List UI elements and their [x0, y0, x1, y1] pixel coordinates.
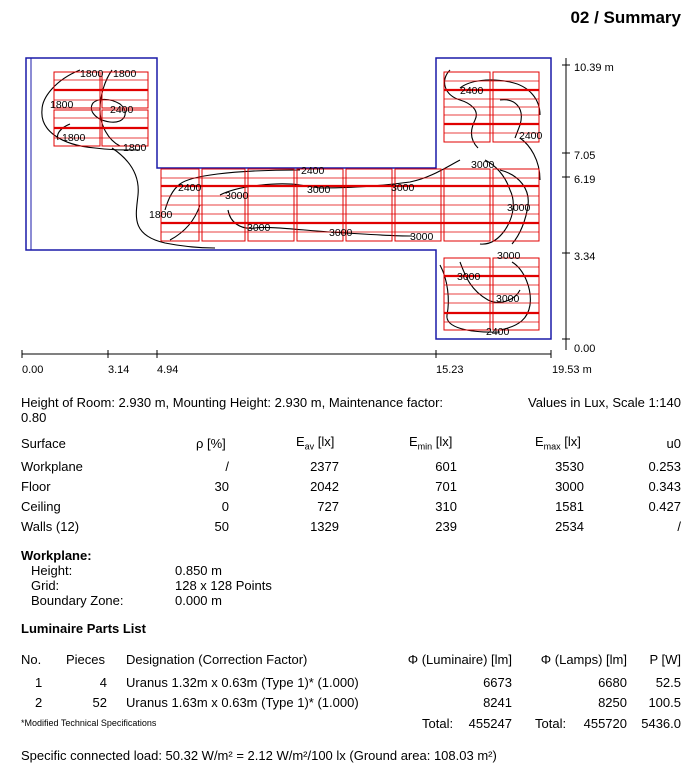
- surface-value-cell: /: [225, 459, 229, 474]
- scale-info: Values in Lux, Scale 1:140: [528, 395, 681, 410]
- surface-value-cell: 701: [435, 479, 457, 494]
- isoline-label: 3000: [410, 231, 434, 243]
- surface-value-cell: 0.427: [648, 499, 681, 514]
- isoline-label: 3000: [391, 182, 415, 194]
- surface-name-cell: Walls (12): [21, 519, 80, 534]
- luminaire-cell: 52.5: [655, 675, 681, 690]
- luminaire-cell: 8241: [483, 695, 512, 710]
- isoline-label: 1800: [80, 68, 104, 80]
- isoline-label: 2400: [460, 85, 484, 97]
- col-power-header: P [W]: [649, 652, 681, 667]
- surface-value-cell: 30: [214, 479, 229, 494]
- luminaire-list-title: Luminaire Parts List: [21, 621, 146, 636]
- surface-header: Surface: [21, 436, 66, 451]
- total-label: Total:: [422, 716, 454, 731]
- eav-header: $E_{av}$ [lx]: [296, 434, 335, 452]
- surface-value-cell: 0.343: [648, 479, 681, 494]
- x-tick-label: 4.94: [157, 364, 179, 376]
- isoline-label: 1800: [50, 99, 74, 111]
- luminaire-cell: 52: [92, 695, 107, 710]
- reflectance-header: ρ [%]: [196, 436, 226, 451]
- surface-value-cell: 3530: [555, 459, 584, 474]
- isoline-label: 2400: [486, 326, 510, 338]
- surface-value-cell: 2534: [555, 519, 584, 534]
- room-info-line1: Height of Room: 2.930 m, Mounting Height: 2.930 m, Maintenance factor:: [21, 395, 444, 410]
- luminaire-cell: Uranus 1.63m x 0.63m (Type 1)* (1.000): [126, 695, 359, 710]
- isoline-label: 2400: [519, 130, 543, 142]
- u0-header: u0: [666, 436, 681, 451]
- x-tick-label: 0.00: [22, 364, 44, 376]
- surface-value-cell: 3000: [555, 479, 584, 494]
- luminaire-cell: 2: [35, 695, 43, 710]
- workplane-title: Workplane:: [21, 548, 92, 563]
- total-luminaire-flux: 455247: [468, 716, 512, 731]
- y-tick-label: 0.00: [574, 343, 596, 355]
- surface-value-cell: 0: [221, 499, 229, 514]
- total-power: 5436.0: [641, 716, 681, 731]
- isoline-labels: [50, 68, 543, 338]
- luminaire-cell: 6680: [598, 675, 627, 690]
- x-tick-label: 3.14: [108, 364, 130, 376]
- luminaire-cell: 6673: [483, 675, 512, 690]
- surface-value-cell: 1581: [555, 499, 584, 514]
- surface-name-cell: Ceiling: [21, 499, 61, 514]
- total-label: Total:: [535, 716, 567, 731]
- x-axis: [22, 350, 551, 358]
- y-tick-label: 7.05: [574, 150, 596, 162]
- luminaire-cell: 100.5: [648, 695, 681, 710]
- footnote: *Modified Technical Specifications: [21, 718, 157, 728]
- luminaire-cell: 1: [35, 675, 43, 690]
- isoline-label: 3000: [457, 271, 481, 283]
- surface-value-cell: 310: [435, 499, 457, 514]
- surface-value-cell: 727: [317, 499, 339, 514]
- isoline-label: 1800: [149, 209, 173, 221]
- isoline-label: 3000: [225, 190, 249, 202]
- surface-value-cell: 2377: [310, 459, 339, 474]
- y-axis: [562, 58, 570, 350]
- isoline-label: 3000: [329, 227, 353, 239]
- surface-value-cell: 1329: [310, 519, 339, 534]
- luminaire-cell: 8250: [598, 695, 627, 710]
- isoline-label: 1800: [123, 142, 147, 154]
- isoline-label: 3000: [247, 222, 271, 234]
- col-designation-header: Designation (Correction Factor): [126, 652, 308, 667]
- x-tick-label: 19.53 m: [552, 364, 592, 376]
- isoline-label: 3000: [307, 184, 331, 196]
- surface-value-cell: 0.253: [648, 459, 681, 474]
- x-tick-label: 15.23: [436, 364, 464, 376]
- isoline-label: 2400: [178, 182, 202, 194]
- y-tick-label: 6.19: [574, 174, 596, 186]
- surface-name-cell: Workplane: [21, 459, 83, 474]
- surface-value-cell: 50: [214, 519, 229, 534]
- total-lamp-flux: 455720: [583, 716, 627, 731]
- workplane-label: Height:: [31, 563, 73, 578]
- room-info-line2: 0.80: [21, 410, 47, 425]
- isoline-label: 3000: [497, 250, 521, 262]
- floor-plan: [0, 40, 693, 380]
- surface-value-cell: 601: [435, 459, 457, 474]
- isoline-label: 3000: [507, 202, 531, 214]
- col-flux-luminaire-header: Φ (Luminaire) [lm]: [407, 652, 512, 667]
- workplane-value: 0.850 m: [175, 563, 222, 578]
- surface-value-cell: 2042: [310, 479, 339, 494]
- isoline-label: 2400: [110, 104, 134, 116]
- isoline-label: 1800: [62, 132, 86, 144]
- workplane-value: 0.000 m: [175, 593, 222, 608]
- surface-value-cell: 239: [435, 519, 457, 534]
- luminaire-cell: 4: [99, 675, 107, 690]
- workplane-value: 128 x 128 Points: [175, 578, 272, 593]
- surface-value-cell: /: [677, 519, 681, 534]
- emax-header: $E_{max}$ [lx]: [535, 434, 581, 452]
- col-pieces-header: Pieces: [66, 652, 106, 667]
- workplane-label: Boundary Zone:: [31, 593, 124, 608]
- luminaire-cell: Uranus 1.32m x 0.63m (Type 1)* (1.000): [126, 675, 359, 690]
- specific-connected-load: Specific connected load: 50.32 W/m² = 2.12 W/m²/100 lx (Ground area: 108.03 m²): [21, 748, 497, 763]
- surface-name-cell: Floor: [21, 479, 51, 494]
- isoline-label: 2400: [301, 165, 325, 177]
- col-flux-lamps-header: Φ (Lamps) [lm]: [540, 652, 627, 667]
- y-tick-label: 10.39 m: [574, 62, 614, 74]
- isoline-label: 3000: [471, 159, 495, 171]
- emin-header: $E_{min}$ [lx]: [409, 434, 453, 452]
- isoline-label: 1800: [113, 68, 137, 80]
- y-tick-label: 3.34: [574, 251, 596, 263]
- workplane-label: Grid:: [31, 578, 60, 593]
- page-title: 02 / Summary: [570, 8, 681, 27]
- col-no-header: No.: [21, 652, 42, 667]
- isoline-label: 3000: [496, 293, 520, 305]
